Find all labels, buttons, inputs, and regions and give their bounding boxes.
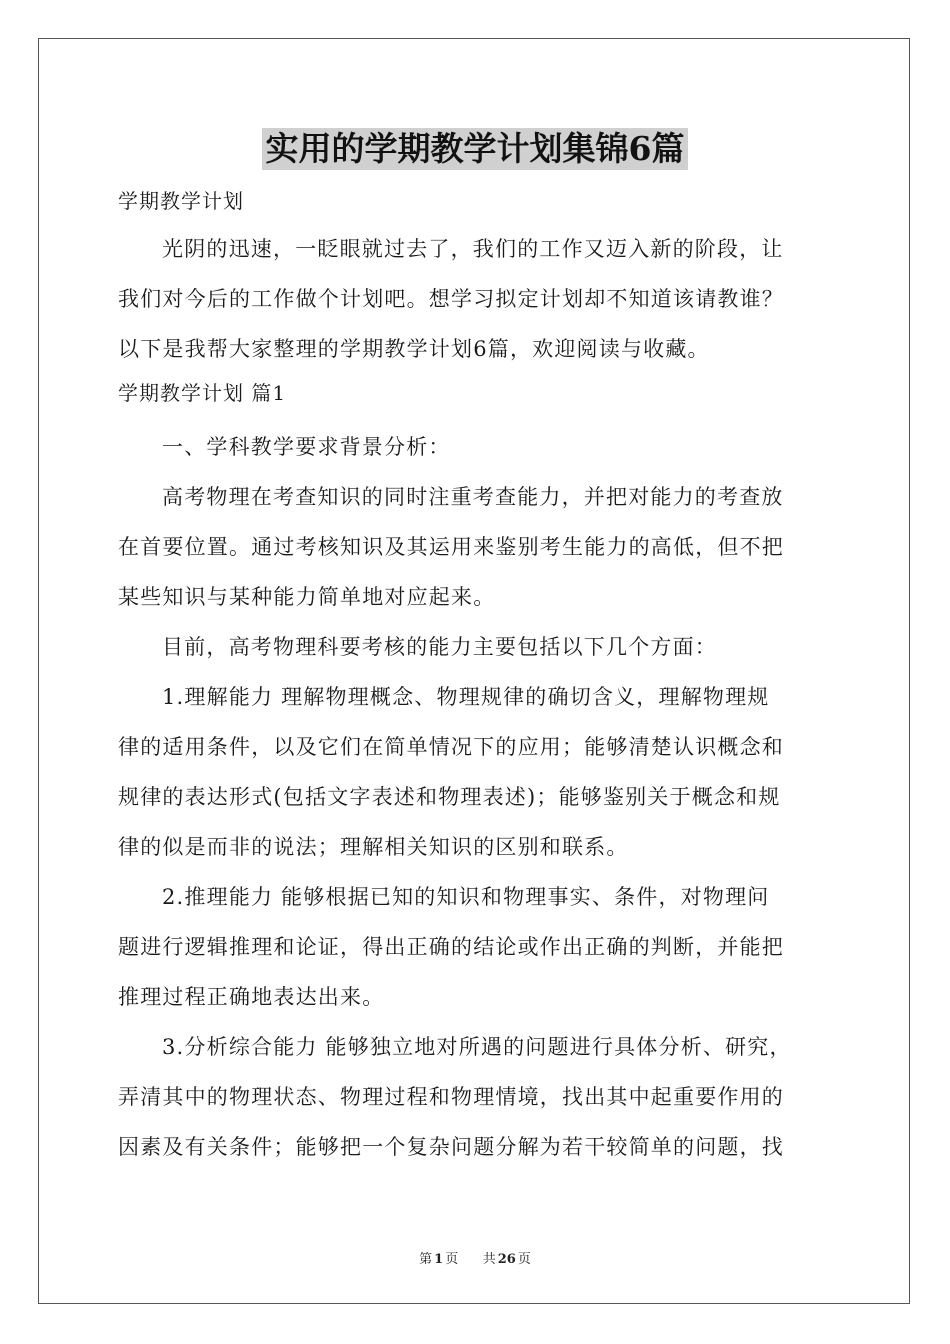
paragraph-line: 2.推理能力 能够根据已知的知识和物理事实、条件，对物理问 xyxy=(162,885,770,909)
paragraph-line: 在首要位置。通过考核知识及其运用来鉴别考生能力的高低，但不把 xyxy=(118,535,784,559)
chapter-heading: 学期教学计划 篇1 xyxy=(118,381,287,405)
paragraph-line: 以下是我帮大家整理的学期教学计划6篇，欢迎阅读与收藏。 xyxy=(118,337,710,361)
paragraph-1 xyxy=(118,472,838,622)
paragraph-line: 3.分析综合能力 能够独立地对所遇的问题进行具体分析、研究， xyxy=(162,1035,792,1059)
paragraph-line: 律的适用条件，以及它们在简单情况下的应用；能够清楚认识概念和 xyxy=(118,735,784,759)
page-prefix: 第 xyxy=(419,1252,433,1267)
paragraph-line: 光阴的迅速，一眨眼就过去了，我们的工作又迈入新的阶段，让 xyxy=(162,237,784,261)
total-pages-indicator xyxy=(481,1252,533,1267)
paragraph-line: 目前，高考物理科要考核的能力主要包括以下几个方面： xyxy=(162,635,717,659)
list-item-2 xyxy=(118,872,838,1022)
paragraph-line: 高考物理在考查知识的同时注重考查能力，并把对能力的考查放 xyxy=(162,485,784,509)
document-body xyxy=(118,182,838,1172)
total-pages: 26 xyxy=(497,1252,516,1267)
paragraph-line: 因素及有关条件；能够把一个复杂问题分解为若干较简单的问题，找 xyxy=(118,1135,784,1159)
page-number: 1 xyxy=(434,1252,444,1267)
page-indicator xyxy=(417,1252,460,1267)
document-title: 实用的学期教学计划集锦6篇 xyxy=(262,128,689,170)
paragraph-line: 我们对今后的工作做个计划吧。想学习拟定计划却不知道该请教谁？ xyxy=(118,287,784,311)
list-item-1 xyxy=(118,672,838,872)
paragraph-line: 规律的表达形式(包括文字表述和物理表述)；能够鉴别关于概念和规 xyxy=(118,785,781,809)
paragraph-line: 某些知识与某种能力简单地对应起来。 xyxy=(118,585,496,609)
paragraph-line: 推理过程正确地表达出来。 xyxy=(118,985,385,1009)
paragraph-line: 题进行逻辑推理和论证，得出正确的结论或作出正确的判断，并能把 xyxy=(118,935,784,959)
paragraph-line: 1.理解能力 理解物理概念、物理规律的确切含义，理解物理规 xyxy=(162,685,770,709)
page-footer xyxy=(0,1248,950,1267)
title-container xyxy=(0,128,950,170)
paragraph-2 xyxy=(118,622,838,672)
subheading: 一、学科教学要求背景分析： xyxy=(162,435,451,459)
paragraph-line: 弄清其中的物理状态、物理过程和物理情境，找出其中起重要作用的 xyxy=(118,1085,784,1109)
intro-paragraph xyxy=(118,224,838,374)
list-item-3 xyxy=(118,1022,838,1172)
section-label: 学期教学计划 xyxy=(118,189,244,213)
page-suffix: 页 xyxy=(445,1252,459,1267)
total-prefix: 共 xyxy=(482,1252,496,1267)
total-suffix: 页 xyxy=(517,1252,531,1267)
paragraph-line: 律的似是而非的说法；理解相关知识的区别和联系。 xyxy=(118,835,629,859)
